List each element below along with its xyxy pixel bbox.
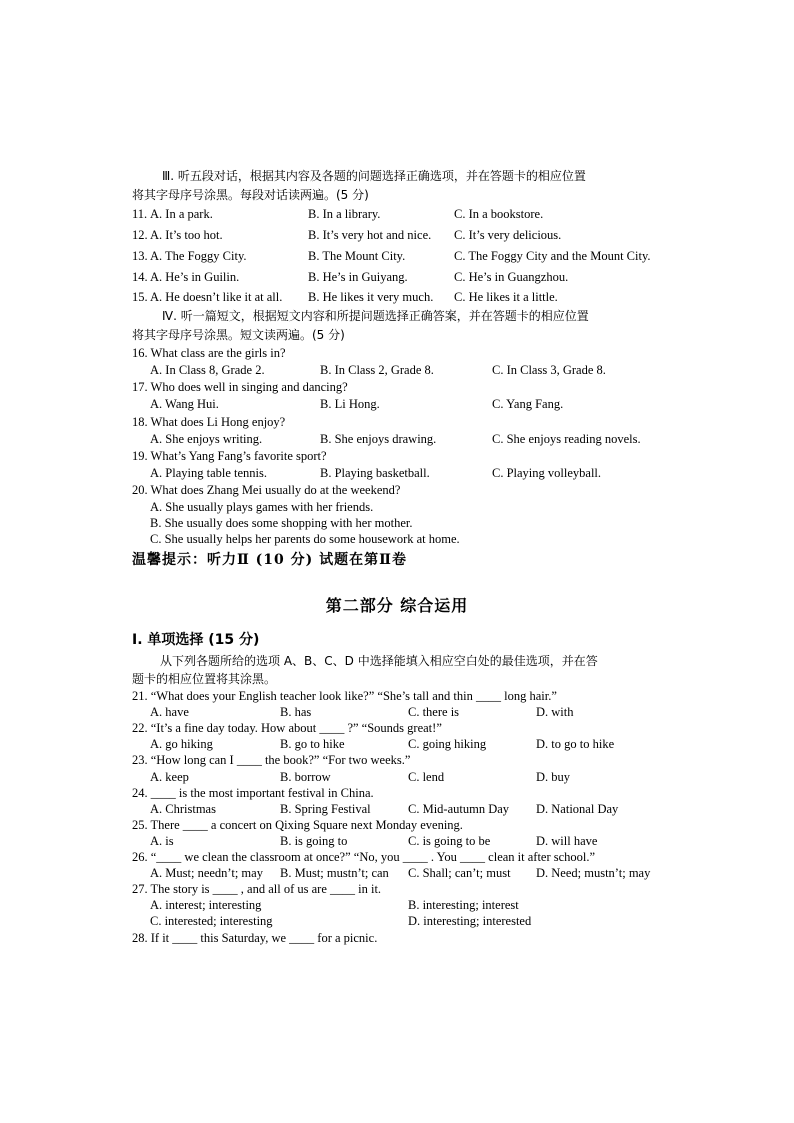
option-d: D. buy [536,770,571,784]
option-c: C. interested; interesting [150,914,273,928]
question-number: 11. [132,207,148,221]
option-b: B. He likes it very much. [308,290,434,304]
option-c: C. Mid-autumn Day [408,802,510,816]
option-b: B. borrow [280,770,331,784]
section3-instruction-cont: 将其字母序号涂黑。每段对话读两遍。(5 分) [132,188,369,202]
option-d: D. interesting; interested [408,914,532,928]
option-b: B. interesting; interest [408,898,519,912]
option-a: A. Christmas [150,802,216,816]
option-a: A. He’s in Guilin. [150,270,240,284]
option-b: B. She usually does some shopping with her mother. [150,516,413,530]
option-c: C. In Class 3, Grade 8. [492,363,606,377]
option-d: D. to go to hike [536,737,615,751]
option-c: C. He likes it a little. [454,290,558,304]
option-c: C. The Foggy City and the Mount City. [454,249,651,263]
option-d: D. Need; mustn’t; may [536,866,651,880]
option-d: D. National Day [536,802,619,816]
question-stem: 28. If it ____ this Saturday, we ____ for a picnic. [132,931,378,945]
question-stem: 22. “It’s a fine day today. How about ____ ?” “Sounds great!” [132,721,442,735]
section3-instruction: Ⅲ. 听五段对话，根据其内容及各题的问题选择正确选项，并在答题卡的相应位置 [162,169,586,183]
option-c: C. lend [408,770,445,784]
option-b: B. go to hike [280,737,345,751]
part2-title: 第二部分 综合运用 [325,596,469,615]
question-number: 15. [132,290,148,304]
option-a: A. is [150,834,174,848]
question-stem: 20. What does Zhang Mei usually do at the weekend? [132,483,401,497]
option-a: A. Wang Hui. [150,397,219,411]
question-stem: 21. “What does your English teacher look like?” “She’s tall and thin ____ long hair.” [132,689,557,703]
question-number: 14. [132,270,148,284]
option-a: A. She enjoys writing. [150,432,263,446]
option-c: C. Playing volleyball. [492,466,602,480]
question-stem: 24. ____ is the most important festival in China. [132,786,374,800]
question-stem: 27. The story is ____ , and all of us are ____ in it. [132,882,382,896]
option-b: B. is going to [280,834,348,848]
question-stem: 25. There ____ a concert on Qixing Square next Monday evening. [132,818,463,832]
section4-instruction-cont: 将其字母序号涂黑。短文读两遍。(5 分) [132,328,345,342]
option-b: B. Spring Festival [280,802,371,816]
question-stem: 16. What class are the girls in? [132,346,286,360]
option-d: D. with [536,705,574,719]
option-a: A. interest; interesting [150,898,262,912]
option-a: A. The Foggy City. [150,249,247,263]
option-a: A. It’s too hot. [150,228,223,242]
option-c: C. It’s very delicious. [454,228,562,242]
option-d: D. will have [536,834,598,848]
option-b: B. Li Hong. [320,397,380,411]
question-stem: 19. What’s Yang Fang’s favorite sport? [132,449,327,463]
option-b: B. In Class 2, Grade 8. [320,363,434,377]
option-a: A. have [150,705,189,719]
option-a: A. Playing table tennis. [150,466,267,480]
option-b: B. He’s in Guiyang. [308,270,408,284]
question-stem: 17. Who does well in singing and dancing? [132,380,348,394]
section4-instruction: Ⅳ. 听一篇短文，根据短文内容和所提问题选择正确答案，并在答题卡的相应位置 [162,309,589,323]
question-number: 13. [132,249,148,263]
option-b: B. In a library. [308,207,381,221]
option-b: B. The Mount City. [308,249,406,263]
option-c: C. Shall; can’t; must [408,866,511,880]
question-stem: 18. What does Li Hong enjoy? [132,415,286,429]
option-c: C. Yang Fang. [492,397,564,411]
part2-instruction-cont: 题卡的相应位置将其涂黑。 [132,672,277,686]
option-b: B. Must; mustn’t; can [280,866,389,880]
option-a: A. She usually plays games with her friends. [150,500,374,514]
option-a: A. keep [150,770,189,784]
option-c: C. She usually helps her parents do some housework at home. [150,532,460,546]
option-a: A. He doesn’t like it at all. [150,290,283,304]
option-b: B. It’s very hot and nice. [308,228,432,242]
question-stem: 23. “How long can I ____ the book?” “For two weeks.” [132,753,411,767]
question-stem: 26. “____ we clean the classroom at once?” “No, you ____ . You ____ clean it after school.” [132,850,596,864]
option-a: A. Must; needn’t; may [150,866,263,880]
part2-instruction: 从下列各题所给的选项 A、B、C、D 中选择能填入相应空白处的最佳选项，并在答 [160,654,598,668]
option-c: C. She enjoys reading novels. [492,432,641,446]
option-b: B. Playing basketball. [320,466,430,480]
option-a: A. In a park. [150,207,213,221]
option-c: C. In a bookstore. [454,207,544,221]
option-a: A. In Class 8, Grade 2. [150,363,265,377]
option-c: C. is going to be [408,834,491,848]
option-c: C. there is [408,705,460,719]
option-a: A. go hiking [150,737,213,751]
option-b: B. has [280,705,312,719]
option-c: C. going hiking [408,737,487,751]
section1-title: Ⅰ. 单项选择 (15 分) [132,632,260,648]
question-number: 12. [132,228,148,242]
listening-tip: 温馨提示：听力Ⅱ (10 分) 试题在第Ⅱ卷 [132,552,407,568]
option-c: C. He’s in Guangzhou. [454,270,569,284]
option-b: B. She enjoys drawing. [320,432,437,446]
